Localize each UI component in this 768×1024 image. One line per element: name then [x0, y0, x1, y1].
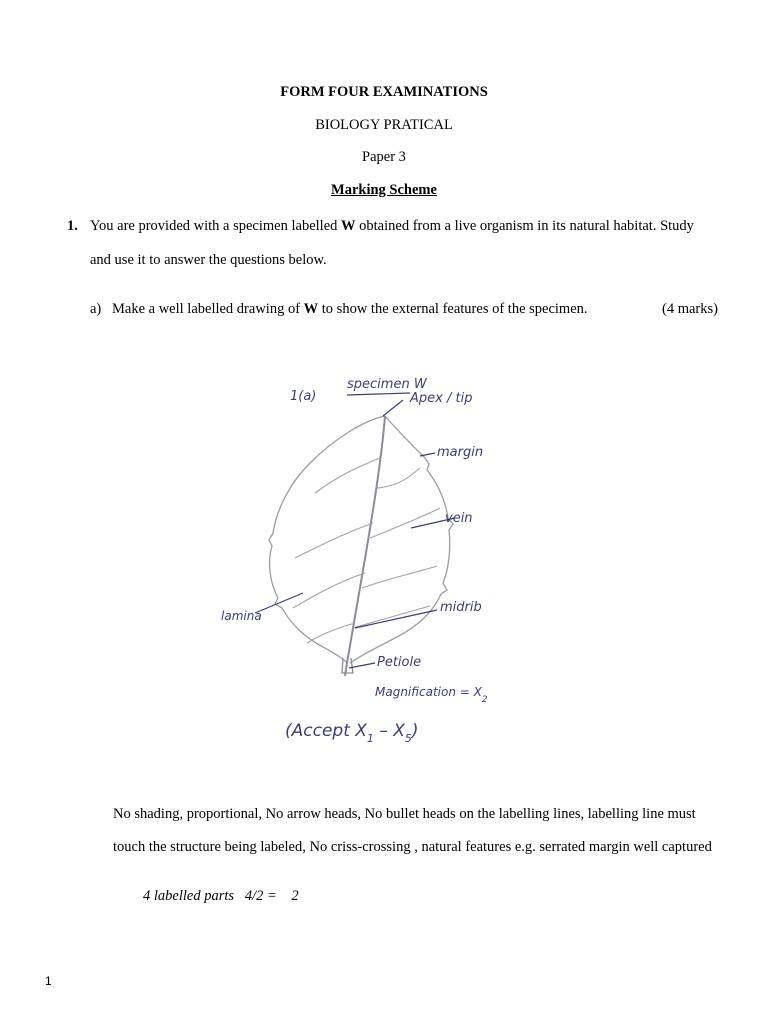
- part-a-text-part: to show the external features of the specimen.: [318, 301, 588, 317]
- exam-title: FORM FOUR EXAMINATIONS: [280, 84, 488, 100]
- question-text-part: You are provided with a specimen labelled: [90, 218, 342, 234]
- scoring-line: [143, 888, 299, 905]
- magnification-subscript: 2: [481, 695, 488, 705]
- specimen-letter: W: [303, 301, 319, 317]
- paper-number: Paper 3: [362, 149, 406, 165]
- question-text-line2: and use it to answer the questions below.: [90, 252, 327, 268]
- question-number: 1.: [67, 218, 78, 234]
- vein-label: vein: [445, 511, 473, 526]
- marking-notes-line1: No shading, proportional, No arrow heads, No bullet heads on the labelling lines, labelling line must: [113, 806, 696, 822]
- specimen-title-label: specimen W: [347, 377, 427, 392]
- accept-sub-2: 5: [404, 732, 412, 745]
- page-number: 1: [45, 974, 52, 988]
- exam-subject: BIOLOGY PRATICAL: [315, 117, 453, 133]
- part-a-marks: (4 marks): [662, 301, 718, 317]
- midrib-label: midrib: [440, 600, 482, 615]
- accept-end: ): [411, 721, 419, 741]
- accept-sub-1: 1: [366, 732, 374, 745]
- marking-notes-line2: touch the structure being labeled, No criss-crossing , natural features e.g. serrated margin well captured: [113, 839, 712, 855]
- accept-text: (Accept X: [285, 721, 367, 741]
- marking-scheme-heading: Marking Scheme: [331, 182, 437, 198]
- magnification-text: Magnification = X: [375, 685, 482, 699]
- margin-label: margin: [437, 445, 484, 460]
- lamina-label: lamina: [221, 609, 262, 623]
- leaf-drawing: [215, 358, 515, 758]
- scoring-text: 4 labelled parts 4/2 = 2: [143, 888, 299, 904]
- part-a-letter: a): [90, 301, 102, 317]
- question-text-line1: [90, 218, 694, 235]
- specimen-letter: W: [341, 218, 356, 234]
- question-text-part: obtained from a live organism in its natural habitat. Study: [355, 218, 694, 234]
- question-ref-label: 1(a): [290, 389, 317, 404]
- apex-label: Apex / tip: [410, 391, 473, 406]
- part-a-text: [112, 301, 588, 318]
- accept-mid: – X: [373, 721, 405, 741]
- petiole-label: Petiole: [377, 655, 422, 670]
- part-a-text-part: Make a well labelled drawing of: [112, 301, 304, 317]
